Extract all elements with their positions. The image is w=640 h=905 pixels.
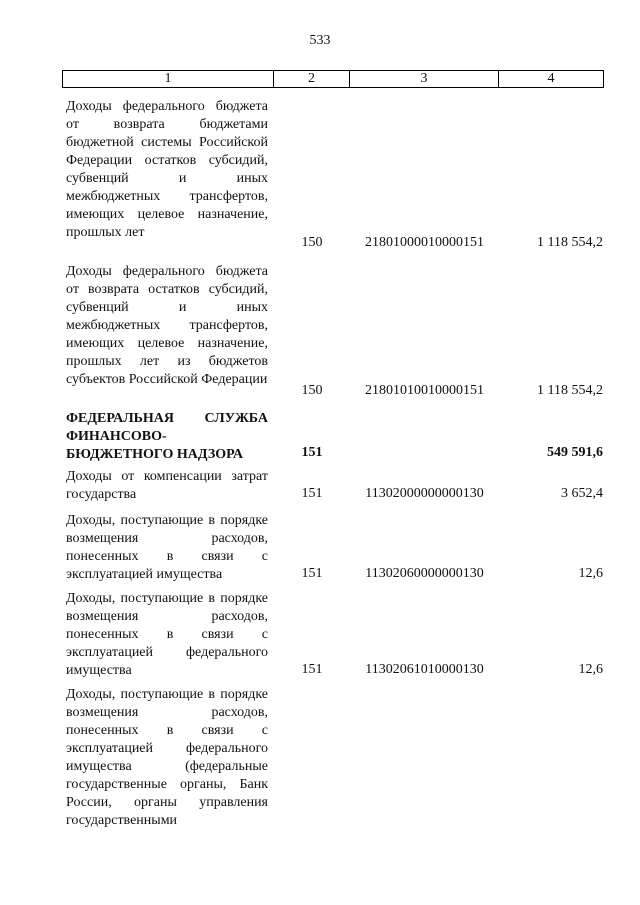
row-amount: 1 118 554,2: [537, 235, 603, 250]
row-amount: 12,6: [578, 662, 603, 677]
row-code: 151: [301, 662, 323, 677]
row-amount: 1 118 554,2: [537, 383, 603, 398]
row-code: 150: [301, 383, 323, 398]
row-name: Доходы, поступающие в порядке возмещения расходов, понесенных в связи с эксплуатацией имущества: [66, 513, 268, 582]
row-kbk: 11302060000000130: [365, 566, 484, 581]
row-kbk: 11302000000000130: [365, 486, 484, 501]
header-col-3: 3: [350, 71, 499, 87]
header-col-1: 1: [63, 71, 274, 87]
row-kbk: 11302061010000130: [365, 662, 484, 677]
table-header: [62, 70, 604, 88]
row-code: 150: [301, 235, 323, 250]
row-name: Доходы федерального бюджета от возврата остатков субсидий, субвенций и иных межбюджетных трансфертов, имеющих целевое назначение, прошлых лет из бюджетов субъектов Российской Федерации: [66, 264, 268, 387]
row-name: Доходы, поступающие в порядке возмещения расходов, понесенных в связи с эксплуатацией федерального имущества: [66, 591, 268, 678]
row-name: ФЕДЕРАЛЬНАЯ СЛУЖБА ФИНАНСОВО-БЮДЖЕТНОГО НАДЗОРА: [66, 411, 268, 462]
row-kbk: 21801010010000151: [365, 383, 484, 398]
row-name: Доходы федерального бюджета от возврата бюджетами бюджетной системы Российской Федерации остатков субсидий, субвенций и иных межбюджетных трансфертов, имеющих целевое назначение, прошлых лет: [66, 99, 268, 240]
row-amount: 549 591,6: [547, 445, 603, 460]
row-amount: 3 652,4: [561, 486, 603, 501]
page-number: 533: [309, 33, 331, 48]
row-code: 151: [301, 566, 323, 581]
row-name: Доходы, поступающие в порядке возмещения расходов, понесенных в связи с эксплуатацией федерального имущества (федеральные государственные органы, Банк России, органы управления государственными: [66, 687, 268, 828]
header-col-4: 4: [547, 71, 555, 86]
row-code: 151: [301, 445, 323, 460]
row-name: Доходы от компенсации затрат государства: [66, 469, 268, 502]
row-code: 151: [301, 486, 323, 501]
header-col-2: 2: [274, 71, 350, 87]
row-amount: 12,6: [578, 566, 603, 581]
row-kbk: 21801000010000151: [365, 235, 484, 250]
